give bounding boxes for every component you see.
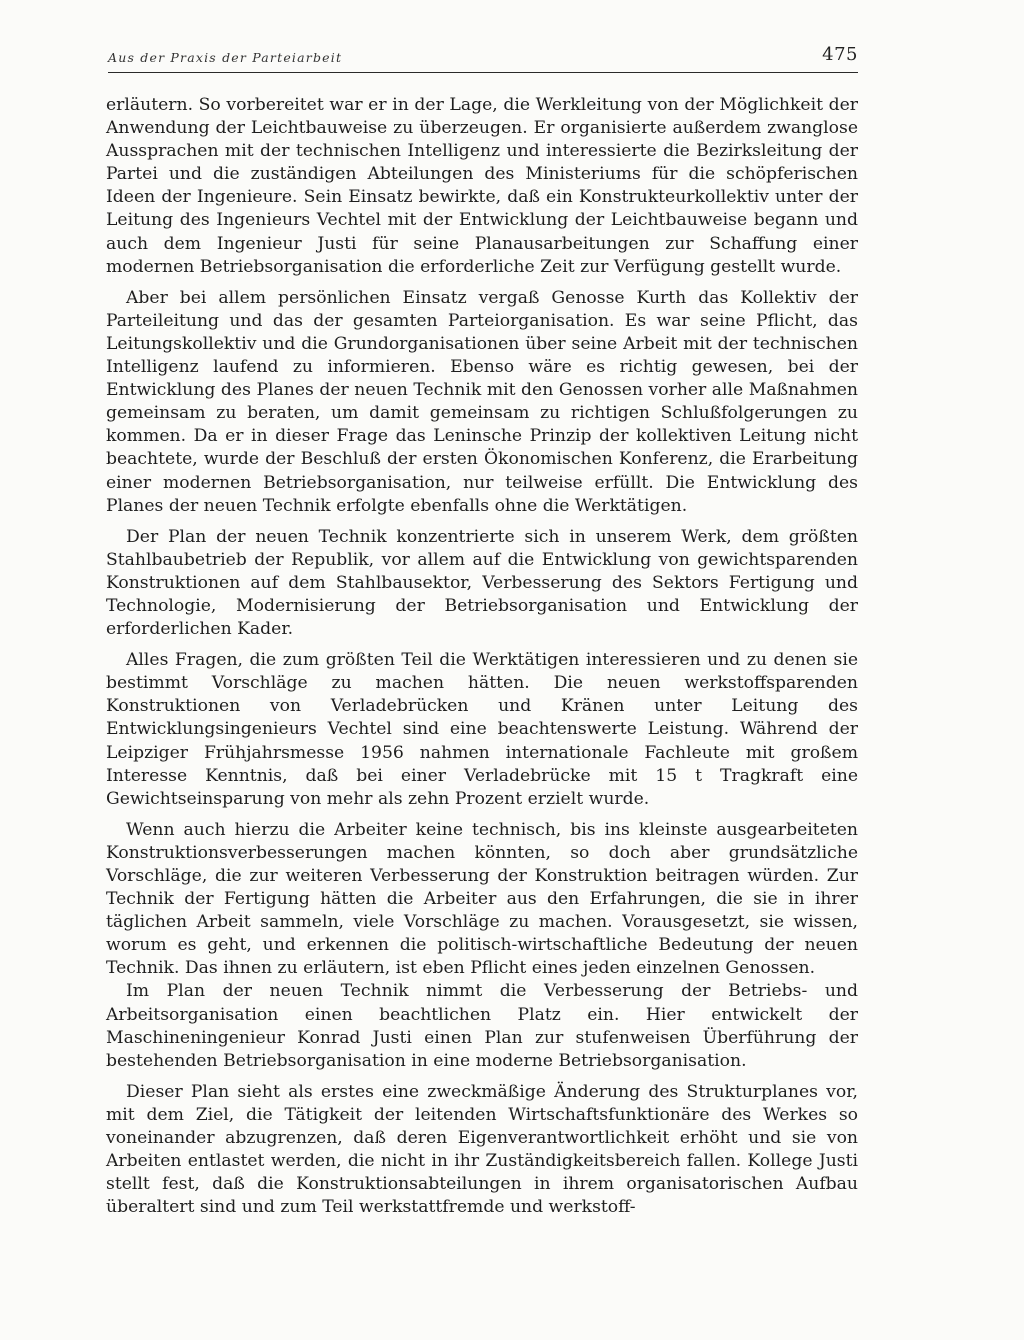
page-number: 475 <box>822 44 858 65</box>
paragraph-1: erläutern. So vorbereitet war er in der Lage, die Werkleitung von der Möglichkeit der Anwendung der Leichtbauweise zu überzeugen. Er organisierte außerdem zwanglose Aussprachen mit der technischen Intelligenz und interessierte die Bezirksleitung der Partei und die zuständigen Abteilungen des Ministeriums für die schöpferischen Ideen der Ingenieure. Sein Einsatz bewirkte, daß ein Konstrukteurkollektiv unter der Leitung des Ingenieurs Vechtel mit der Entwicklung der Leichtbauweise begann und auch dem Ingenieur Justi für seine Planausarbeitungen zur Schaffung einer modernen Betriebsorganisation die erforderliche Zeit zur Verfügung gestellt wurde. <box>106 95 858 277</box>
paragraph-7: Dieser Plan sieht als erstes eine zweckmäßige Änderung des Strukturplanes vor, mit dem Ziel, die Tätigkeit der leitenden Wirtschaftsfunktionäre des Werkes so voneinander abzugrenzen, daß deren Eigenverantwortlichkeit erhöht und sie von Arbeiten entlastet werden, die nicht in ihr Zuständigkeitsbereich fallen. Kollege Justi stellt fest, daß die Konstruktionsabteilungen in ihrem organisatorischen Aufbau überaltert sind und zum Teil werkstattfremde und werkstoff- <box>106 1081 858 1218</box>
paragraph-6: Im Plan der neuen Technik nimmt die Verbesserung der Betriebs- und Arbeitsorganisation einen beachtlichen Platz ein. Hier entwickelt der Maschineningenieur Konrad Justi einen Plan zur stufenweisen Überführung der bestehenden Betriebsorganisation in eine moderne Betriebsorganisation. <box>106 981 858 1071</box>
paragraph-4: Alles Fragen, die zum größten Teil die Werktätigen interessieren und zu denen sie bestimmt Vorschläge zu machen hätten. Die neuen werkstoffsparenden Konstruktionen von Verladebrücken und Kränen unter Leitung des Entwicklungsingenieurs Vechtel sind eine beachtenswerte Leistung. Während der Leipziger Frühjahrsmesse 1956 nahmen internationale Fachleute mit großem Interesse Kenntnis, daß bei einer Verladebrücke mit 15 t Tragkraft eine Gewichtseinsparung von mehr als zehn Prozent erzielt wurde. <box>106 650 858 809</box>
body-text <box>106 94 858 1227</box>
paragraph-2: Aber bei allem persönlichen Einsatz vergaß Genosse Kurth das Kollektiv der Parteileitung und das der gesamten Parteiorganisation. Es war seine Pflicht, das Leitungskollektiv und die Grundorganisationen über seine Arbeit mit der technischen Intelligenz laufend zu informieren. Ebenso wäre es richtig gewesen, bei der Entwicklung des Planes der neuen Technik mit den Genossen vorher alle Maßnahmen gemeinsam zu beraten, um damit gemeinsam zu richtigen Schlußfolgerungen zu kommen. Da er in dieser Frage das Leninsche Prinzip der kollektiven Leitung nicht beachtete, wurde der Beschluß der ersten Ökonomischen Konferenz, die Erarbeitung einer modernen Betriebsorganisation, nur teilweise erfüllt. Die Entwicklung des Planes der neuen Technik erfolgte ebenfalls ohne die Werktätigen. <box>106 287 858 516</box>
paragraph-3: Der Plan der neuen Technik konzentrierte sich in unserem Werk, dem größten Stahlbaubetrieb der Republik, vor allem auf die Entwicklung von gewichtsparenden Konstruktionen auf dem Stahlbausektor, Verbesserung des Sektors Fertigung und Technologie, Modernisierung der Betriebsorganisation und Entwicklung der erforderlichen Kader. <box>106 526 858 640</box>
running-title: Aus der Praxis der Parteiarbeit <box>108 50 343 65</box>
paragraph-5: Wenn auch hierzu die Arbeiter keine technisch, bis ins kleinste ausgearbeiteten Konstruktionsverbesserungen machen könnten, so doch aber grundsätzliche Vorschläge, die zur weiteren Verbesserung der Konstruktion beitragen würden. Zur Technik der Fertigung hätten die Arbeiter aus den Erfahrungen, die sie in ihrer täglichen Arbeit sammeln, viele Vorschläge zu machen. Vorausgesetzt, sie wissen, worum es geht, und erkennen die politisch-wirtschaftliche Bedeutung der neuen Technik. Das ihnen zu erläutern, ist eben Pflicht eines jeden einzelnen Genossen. <box>106 819 858 979</box>
running-header <box>108 46 858 73</box>
